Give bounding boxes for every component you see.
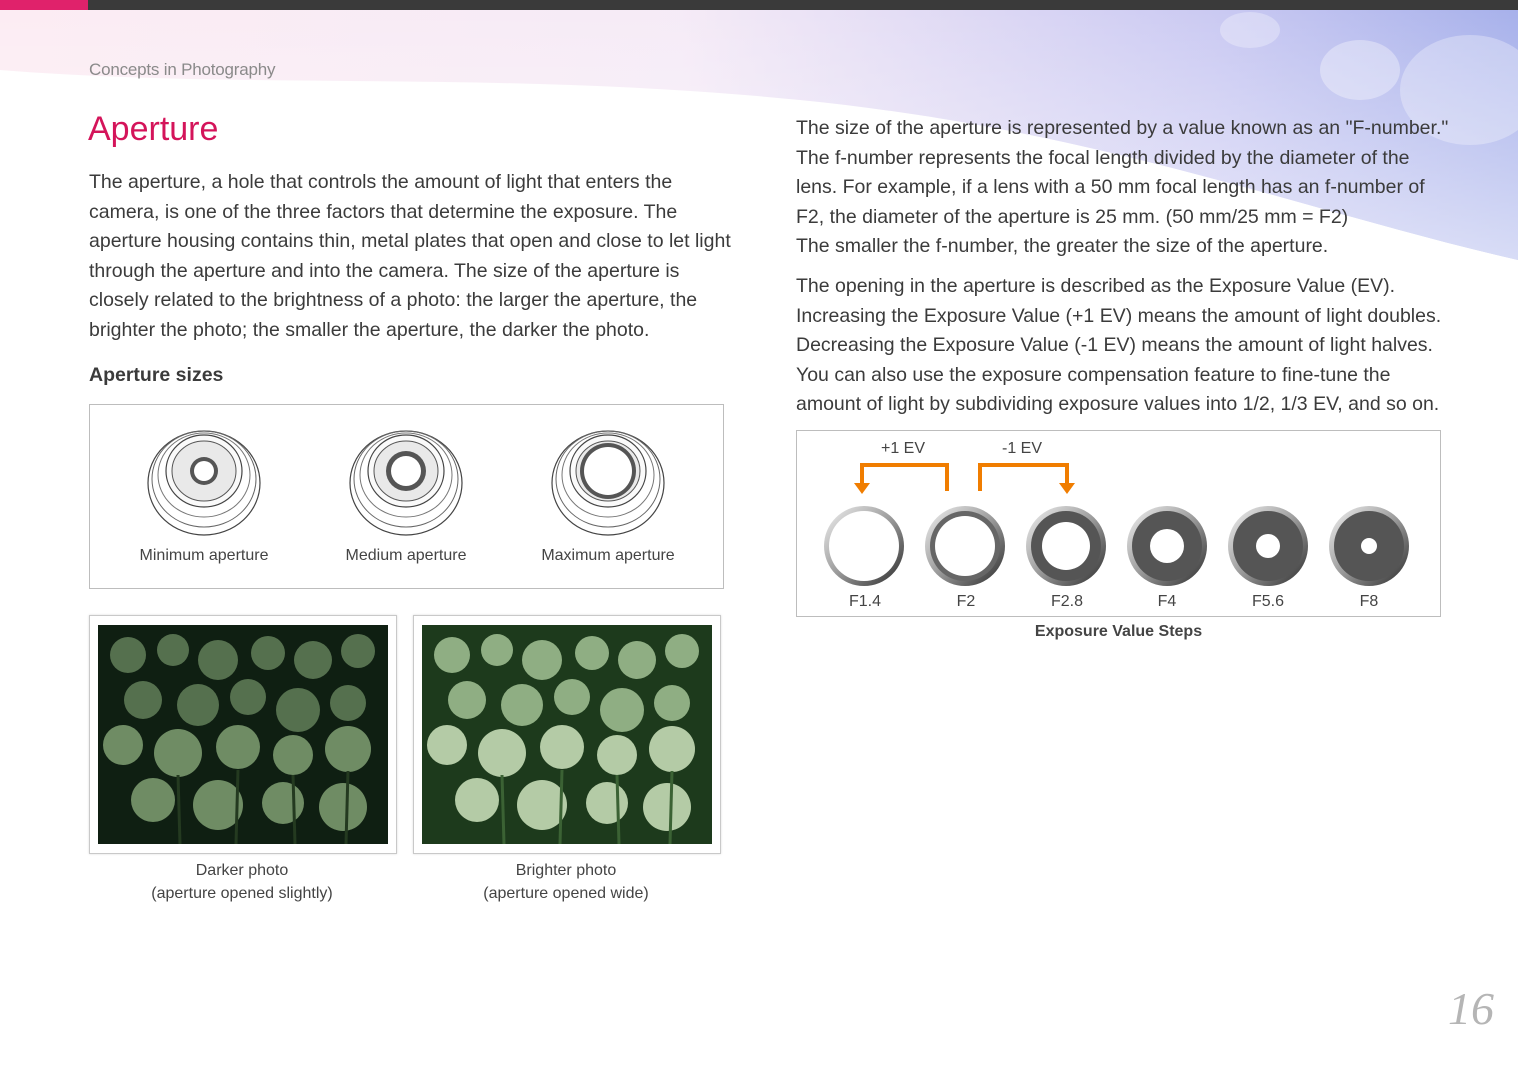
- fnumber-line: lens. For example, if a lens with a 50 mm focal length has an f-number of: [796, 176, 1425, 198]
- aperture-minimum: [104, 421, 304, 565]
- darker-photo-frame: [89, 615, 397, 854]
- lens-minimum-icon: [144, 421, 264, 541]
- ev-stop-f2-8: [1026, 506, 1106, 586]
- ev-stop-f4: [1127, 506, 1207, 586]
- ev-line: amount of light by subdividing exposure values into 1/2, 1/3 EV, and so on.: [796, 393, 1440, 415]
- ev-stop-label: F2.8: [1050, 593, 1084, 610]
- brighter-photo-caption-line2: (aperture opened wide): [483, 885, 649, 902]
- plus-ev-label: +1 EV: [880, 440, 926, 457]
- fnumber-paragraph: [796, 114, 1476, 262]
- darker-photo-caption-line2: (aperture opened slightly): [151, 885, 333, 902]
- page-title: Aperture: [88, 110, 219, 148]
- aperture-medium-label: Medium aperture: [345, 547, 467, 564]
- brighter-photo-caption-line1: Brighter photo: [515, 862, 617, 879]
- fnumber-line: The f-number represents the focal length divided by the diameter of the: [796, 146, 1410, 169]
- brighter-photo: [422, 625, 712, 844]
- fnumber-line: The smaller the f-number, the greater the size of the aperture.: [796, 235, 1329, 257]
- ev-stop-label: F4: [1157, 593, 1177, 610]
- ev-stop-label: F2: [956, 593, 976, 610]
- aperture-sizes-figure: [89, 404, 724, 589]
- ev-stop-label: F1.4: [848, 593, 882, 610]
- aperture-minimum-label: Minimum aperture: [139, 547, 269, 564]
- minus-ev-label: -1 EV: [1001, 440, 1043, 457]
- plus-ev-arrow-icon: [862, 465, 947, 491]
- ev-diagram-caption: Exposure Value Steps: [1034, 623, 1203, 640]
- fnumber-line: F2, the diameter of the aperture is 25 mm. (50 mm/25 mm = F2): [796, 205, 1349, 228]
- top-bar-accent: [0, 0, 88, 10]
- top-bar: [0, 0, 1518, 10]
- exposure-value-paragraph: [796, 272, 1486, 420]
- brighter-photo-caption: [406, 859, 726, 905]
- exposure-value-diagram: [796, 430, 1441, 617]
- ev-stop-label: F5.6: [1251, 593, 1285, 610]
- ev-line: You can also use the exposure compensation feature to ﬁne-tune the: [796, 363, 1391, 386]
- fnumber-line: The size of the aperture is represented by a value known as an "F-number.": [796, 117, 1449, 139]
- darker-photo-caption-line1: Darker photo: [195, 862, 289, 879]
- ev-diagram-svg: [797, 431, 1440, 616]
- ev-line: Increasing the Exposure Value (+1 EV) means the amount of light doubles.: [796, 304, 1442, 327]
- intro-paragraph: The aperture, a hole that controls the amount of light that enters the camera, is one of the three factors that determine the exposure. The aperture housing contains thin, metal plates that open and close to let light through the aperture and into the camera. The size of the aperture is closely related to the brightness of a photo: the larger the aperture, the brighter the photo; the smaller the aperture, the darker the photo.: [89, 171, 731, 341]
- aperture-maximum-label: Maximum aperture: [541, 547, 675, 564]
- ev-stop-f5-6: [1228, 506, 1308, 586]
- plus-ev-arrowhead-icon: [854, 483, 870, 494]
- lens-maximum-icon: [548, 421, 668, 541]
- ev-stop-label: F8: [1359, 593, 1379, 610]
- brighter-photo-frame: [413, 615, 721, 854]
- ev-line: The opening in the aperture is described as the Exposure Value (EV).: [796, 275, 1396, 297]
- section-label: Concepts in Photography: [89, 60, 276, 79]
- lens-medium-icon: [346, 421, 466, 541]
- ev-stop-f2: [925, 506, 1005, 586]
- ev-stop-f8: [1329, 506, 1409, 586]
- page-number: 16: [1448, 983, 1494, 1034]
- ev-stop-f1-4: [824, 506, 904, 586]
- aperture-sizes-heading: Aperture sizes: [89, 364, 224, 386]
- ev-line: Decreasing the Exposure Value (-1 EV) means the amount of light halves.: [796, 334, 1433, 356]
- minus-ev-arrowhead-icon: [1059, 483, 1075, 494]
- darker-photo: [98, 625, 388, 844]
- darker-photo-caption: [82, 859, 402, 905]
- aperture-medium: [306, 421, 506, 565]
- minus-ev-arrow-icon: [980, 465, 1067, 491]
- aperture-maximum: [508, 421, 708, 565]
